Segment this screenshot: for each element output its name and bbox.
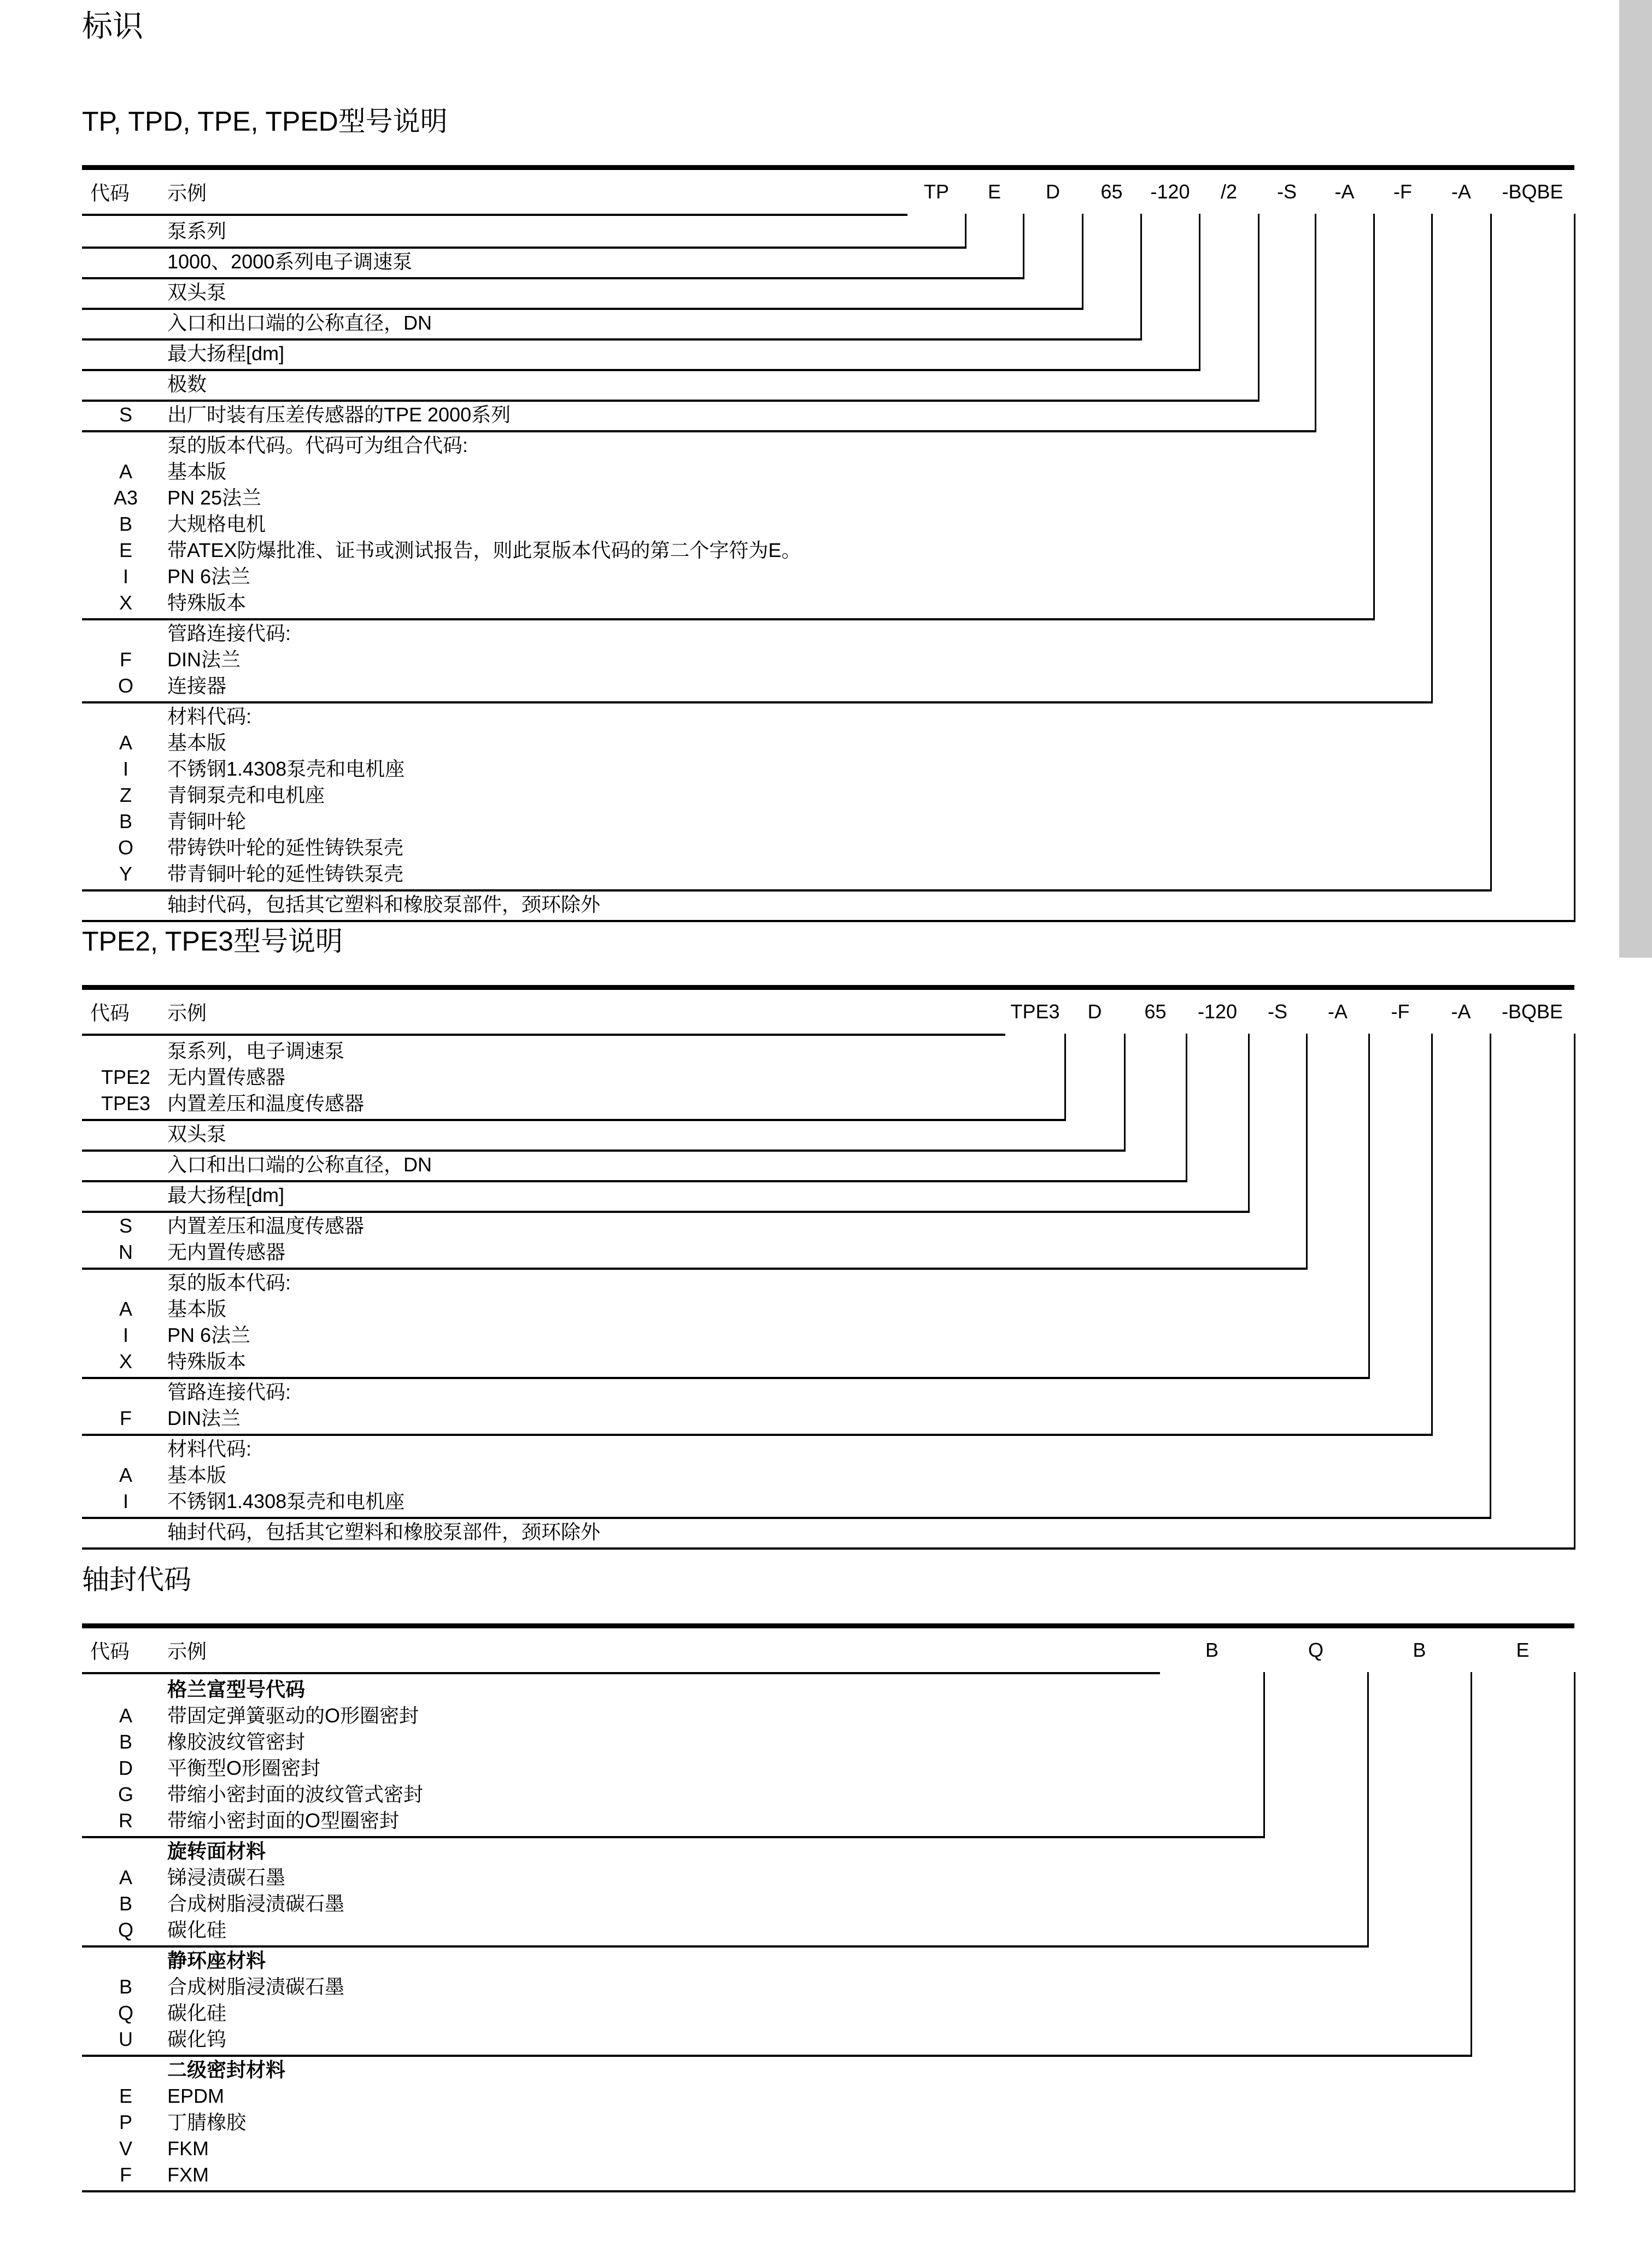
type-key-line <box>82 2026 1574 2052</box>
example-code: -A <box>1334 180 1355 203</box>
type-key-line <box>82 1917 1574 1943</box>
connector-line <box>1315 214 1316 432</box>
row-separator-rule <box>82 338 1141 341</box>
connector-line <box>1124 1034 1126 1152</box>
connector-line <box>965 214 966 249</box>
type-key-line <box>82 2136 1574 2162</box>
connector-line <box>1064 1034 1066 1121</box>
row-description: 青铜叶轮 <box>167 810 247 832</box>
connector-line <box>1082 214 1083 310</box>
row-code: A <box>119 1704 132 1727</box>
table-header-row <box>82 990 1574 1034</box>
row-description: 内置差压和温度传感器 <box>167 1215 365 1237</box>
row-separator-rule <box>82 1119 1065 1121</box>
type-key-line <box>82 1781 1574 1808</box>
row-code: A <box>119 1298 132 1320</box>
connector-line <box>1306 1034 1308 1270</box>
row-description: 基本版 <box>167 731 227 754</box>
type-key-line <box>82 1213 1574 1239</box>
connector-line <box>1574 214 1575 922</box>
example-code: B <box>1413 1639 1426 1661</box>
connector-line <box>1431 214 1433 703</box>
type-key-line <box>82 782 1574 808</box>
table-header-row <box>82 1628 1574 1672</box>
connector-line <box>1186 1034 1187 1182</box>
section-shaft-seal-code-key <box>82 1563 1574 2190</box>
type-key-line <box>82 1270 1574 1296</box>
section-tpe2-tpe3-type-key <box>82 925 1574 1547</box>
row-description: 双头泵 <box>167 1123 227 1145</box>
row-code: D <box>119 1757 133 1779</box>
type-key-line <box>82 1405 1574 1432</box>
type-key-line <box>82 673 1574 699</box>
connector-line <box>1258 214 1259 402</box>
header-separator-rule <box>82 1034 1005 1036</box>
row-description: 带铸铁叶轮的延性铸铁泵壳 <box>167 836 404 859</box>
row-description: 带固定弹簧驱动的O形圈密封 <box>167 1704 419 1727</box>
row-description: 极数 <box>167 373 207 395</box>
code-column-header: 代码 <box>90 181 130 204</box>
example-code: -S <box>1268 1000 1287 1023</box>
row-separator-rule <box>82 430 1315 432</box>
example-code: -A <box>1451 180 1471 203</box>
connector-line <box>1574 1672 1575 2192</box>
connector-line <box>1023 214 1024 279</box>
type-key-line <box>82 1064 1574 1090</box>
row-description: 材料代码: <box>167 705 252 728</box>
type-key-line <box>82 1462 1574 1488</box>
row-code: A <box>119 460 132 483</box>
type-key-row <box>82 1268 1574 1377</box>
type-key-row <box>82 889 1574 920</box>
type-key-line <box>82 1755 1574 1781</box>
row-description: 碳化硅 <box>167 2002 227 2024</box>
example-code: Q <box>1308 1639 1324 1661</box>
row-separator-rule <box>82 247 965 249</box>
row-code: F <box>120 1407 132 1429</box>
type-key-row <box>82 1180 1574 1211</box>
connector-line <box>1368 1034 1370 1379</box>
table-rows <box>82 1672 1574 2190</box>
row-description: 格兰富型号代码 <box>167 1678 306 1700</box>
row-description: 不锈钢1.4308泵壳和电机座 <box>167 1490 405 1512</box>
table-header-row <box>82 170 1574 214</box>
row-separator-rule <box>82 1434 1432 1436</box>
row-description: 锑浸渍碳石墨 <box>167 1866 286 1889</box>
connector-line <box>1431 1034 1433 1436</box>
row-separator-rule <box>82 701 1432 703</box>
row-code: Q <box>118 2002 133 2024</box>
row-separator-rule <box>82 1268 1307 1270</box>
type-key-line <box>82 1150 1574 1180</box>
row-code: B <box>119 513 132 535</box>
type-key-table <box>82 1623 1574 2190</box>
type-key-line <box>82 835 1574 861</box>
row-code: P <box>119 2111 132 2133</box>
type-key-line <box>82 338 1574 369</box>
row-description: 基本版 <box>167 1298 227 1320</box>
type-key-row <box>82 2055 1574 2190</box>
row-code: X <box>119 591 132 614</box>
type-key-row <box>82 618 1574 701</box>
row-description: 泵系列，电子调速泵 <box>167 1040 345 1062</box>
type-key-line <box>82 1864 1574 1891</box>
type-key-line <box>82 647 1574 673</box>
row-description: 出厂时装有压差传感器的TPE 2000系列 <box>167 403 511 426</box>
row-code: N <box>119 1241 133 1263</box>
row-description: 带缩小密封面的波纹管式密封 <box>167 1783 424 1805</box>
row-separator-rule <box>82 1180 1186 1182</box>
example-code: 65 <box>1144 1000 1167 1023</box>
type-key-line <box>82 1517 1574 1547</box>
row-description: 特殊版本 <box>167 1350 247 1373</box>
row-description: 管路连接代码: <box>167 622 291 644</box>
example-code: -120 <box>1197 1000 1238 1023</box>
row-description: 轴封代码，包括其它塑料和橡胶泵部件，颈环除外 <box>167 1521 601 1543</box>
type-key-line <box>82 2162 1574 2188</box>
type-key-row <box>82 1517 1574 1547</box>
type-key-row <box>82 1036 1574 1119</box>
connector-line <box>1490 1034 1491 1519</box>
type-key-row <box>82 400 1574 430</box>
row-description: FKM <box>167 2137 209 2160</box>
example-code: E <box>1516 1639 1530 1661</box>
row-description: 双头泵 <box>167 281 227 303</box>
type-key-line <box>82 1239 1574 1265</box>
row-code: A <box>119 1464 132 1486</box>
connector-line <box>1471 1672 1472 2057</box>
type-key-line <box>82 216 1574 247</box>
type-key-line <box>82 1703 1574 1729</box>
row-code: I <box>122 565 128 588</box>
type-key-line <box>82 1974 1574 2000</box>
row-code: B <box>119 1892 132 1915</box>
row-code: B <box>119 810 132 832</box>
example-code: D <box>1046 180 1060 203</box>
row-description: 无内置传感器 <box>167 1241 286 1263</box>
type-key-line <box>82 730 1574 756</box>
type-key-row <box>82 1836 1574 1945</box>
type-key-row <box>82 1119 1574 1150</box>
row-separator-rule <box>82 1377 1369 1379</box>
type-key-line <box>82 2083 1574 2109</box>
row-description: 最大扬程[dm] <box>167 1184 285 1206</box>
row-code: TPE2 <box>101 1066 151 1088</box>
section-tp-tpd-tpe-tped-type-key <box>82 105 1574 920</box>
row-code: O <box>118 836 133 859</box>
table-top-rule <box>82 165 1574 170</box>
row-description: 旋转面材料 <box>167 1840 266 1862</box>
header-separator-rule <box>82 214 907 216</box>
example-column-header: 示例 <box>167 181 207 204</box>
row-code: V <box>119 2137 132 2160</box>
type-key-line <box>82 2000 1574 2026</box>
row-separator-rule <box>82 889 1491 892</box>
table-bottom-rule <box>82 1547 1574 1550</box>
type-key-line <box>82 1948 1574 1974</box>
code-column-header: 代码 <box>90 1001 130 1024</box>
row-description: 最大扬程[dm] <box>167 342 285 365</box>
row-code: X <box>119 1350 132 1373</box>
connector-line <box>1373 214 1375 620</box>
row-description: 连接器 <box>167 675 227 697</box>
connector-line <box>1490 214 1492 892</box>
example-code: -BQBE <box>1501 1000 1563 1023</box>
row-code: F <box>120 2163 132 2186</box>
connector-line <box>1367 1672 1369 1948</box>
row-code: F <box>120 648 132 671</box>
example-code: TPE3 <box>1010 1000 1060 1023</box>
header-separator-rule <box>82 1672 1160 1674</box>
row-description: 橡胶波纹管密封 <box>167 1731 306 1753</box>
type-key-line <box>82 1488 1574 1515</box>
row-code: U <box>119 2028 133 2050</box>
row-description: PN 6法兰 <box>167 1324 251 1346</box>
row-description: 碳化硅 <box>167 1919 227 1941</box>
type-key-row <box>82 369 1574 400</box>
row-separator-rule <box>82 2055 1471 2057</box>
row-code: Y <box>119 863 132 885</box>
row-code: E <box>119 539 132 561</box>
type-key-line <box>82 2109 1574 2136</box>
table-top-rule <box>82 985 1574 990</box>
type-key-line <box>82 620 1574 647</box>
row-code: R <box>119 1809 133 1832</box>
row-description: 二级密封材料 <box>167 2059 286 2081</box>
type-key-line <box>82 808 1574 835</box>
type-key-line <box>82 511 1574 537</box>
row-description: 青铜泵壳和电机座 <box>167 784 325 806</box>
row-code: B <box>119 1975 132 1998</box>
row-description: 基本版 <box>167 1464 227 1486</box>
row-description: 带青铜叶轮的延性铸铁泵壳 <box>167 863 404 885</box>
type-key-row <box>82 277 1574 308</box>
row-description: 合成树脂浸渍碳石墨 <box>167 1892 345 1915</box>
connector-line <box>1199 214 1200 371</box>
row-separator-rule <box>82 308 1082 310</box>
row-description: 材料代码: <box>167 1438 252 1460</box>
type-key-line <box>82 1296 1574 1322</box>
type-key-line <box>82 459 1574 485</box>
type-key-line <box>82 703 1574 730</box>
row-description: 大规格电机 <box>167 513 266 535</box>
type-key-line <box>82 1322 1574 1348</box>
row-description: 带缩小密封面的O型圈密封 <box>167 1809 400 1832</box>
row-description: 丁腈橡胶 <box>167 2111 247 2133</box>
connector-line <box>1140 214 1142 341</box>
row-description: 内置差压和温度传感器 <box>167 1092 365 1115</box>
type-key-line <box>82 1891 1574 1917</box>
type-key-line <box>82 1119 1574 1150</box>
row-separator-rule <box>82 277 1023 279</box>
type-key-line <box>82 277 1574 308</box>
type-key-line <box>82 537 1574 564</box>
row-description: PN 6法兰 <box>167 565 251 588</box>
example-column-header: 示例 <box>167 1640 207 1663</box>
row-description: 平衡型O形圈密封 <box>167 1757 321 1779</box>
type-key-line <box>82 2057 1574 2083</box>
type-key-line <box>82 590 1574 616</box>
type-key-line <box>82 400 1574 430</box>
table-bottom-rule <box>82 2190 1574 2192</box>
type-key-line <box>82 1348 1574 1375</box>
row-code: I <box>122 1490 128 1512</box>
type-key-line <box>82 1838 1574 1864</box>
row-description: DIN法兰 <box>167 1407 241 1429</box>
example-code: -A <box>1328 1000 1348 1023</box>
type-key-row <box>82 247 1574 277</box>
row-code: I <box>122 1324 128 1346</box>
row-code: Q <box>118 1919 133 1941</box>
row-separator-rule <box>82 369 1199 371</box>
row-description: 无内置传感器 <box>167 1066 286 1088</box>
row-code: Z <box>120 784 132 806</box>
row-separator-rule <box>82 1150 1124 1152</box>
page-title: 标识 <box>82 9 143 43</box>
type-key-row <box>82 338 1574 369</box>
row-description: 合成树脂浸渍碳石墨 <box>167 1975 345 1998</box>
type-key-row <box>82 308 1574 338</box>
row-description: 入口和出口端的公称直径，DN <box>167 1153 432 1176</box>
row-separator-rule <box>82 1836 1264 1838</box>
table-rows <box>82 214 1574 920</box>
row-code: B <box>119 1731 132 1753</box>
code-column-header: 代码 <box>90 1640 130 1663</box>
table-rows <box>82 1034 1574 1547</box>
type-key-table <box>82 985 1574 1547</box>
example-code: -S <box>1277 180 1297 203</box>
type-key-line <box>82 564 1574 590</box>
type-key-line <box>82 1379 1574 1405</box>
row-separator-rule <box>82 618 1374 620</box>
type-key-line <box>82 1090 1574 1117</box>
row-code: S <box>119 403 132 426</box>
type-key-line <box>82 485 1574 511</box>
type-key-line <box>82 1436 1574 1462</box>
example-code: E <box>987 180 1001 203</box>
row-description: 泵的版本代码。代码可为组合代码: <box>167 434 468 456</box>
row-code: A3 <box>113 486 138 509</box>
row-description: 管路连接代码: <box>167 1381 291 1403</box>
type-key-line <box>82 369 1574 400</box>
example-code: -A <box>1451 1000 1471 1023</box>
row-code: G <box>118 1783 133 1805</box>
type-key-line <box>82 308 1574 338</box>
example-code: TP <box>923 180 950 203</box>
row-description: PN 25法兰 <box>167 486 262 509</box>
row-description: FXM <box>167 2163 209 2186</box>
row-description: 入口和出口端的公称直径，DN <box>167 312 432 334</box>
row-description: 轴封代码，包括其它塑料和橡胶泵部件，颈环除外 <box>167 893 601 916</box>
connector-line <box>1248 1034 1250 1213</box>
section-title: TPE2, TPE3型号说明 <box>82 926 343 957</box>
type-key-row <box>82 430 1574 618</box>
type-key-row <box>82 1945 1574 2055</box>
row-code: A <box>119 1866 132 1889</box>
row-code: E <box>119 2085 132 2107</box>
section-title: TP, TPD, TPE, TPED型号说明 <box>82 106 448 137</box>
type-key-line <box>82 1038 1574 1064</box>
section-title: 轴封代码 <box>82 1564 191 1595</box>
row-description: 1000、2000系列电子调速泵 <box>167 250 413 273</box>
type-key-line <box>82 889 1574 920</box>
row-code: TPE3 <box>101 1092 151 1115</box>
type-key-row <box>82 701 1574 889</box>
row-code: I <box>122 758 128 780</box>
connector-line <box>1574 1034 1575 1550</box>
type-key-line <box>82 1808 1574 1834</box>
row-description: 碳化钨 <box>167 2028 227 2050</box>
example-column-header: 示例 <box>167 1001 207 1024</box>
row-description: 特殊版本 <box>167 591 247 614</box>
type-key-line <box>82 1180 1574 1211</box>
row-description: 泵系列 <box>167 220 227 242</box>
example-code: D <box>1087 1000 1102 1023</box>
type-key-row <box>82 1211 1574 1268</box>
row-separator-rule <box>82 1211 1249 1213</box>
example-code: B <box>1205 1639 1219 1661</box>
row-separator-rule <box>82 400 1258 402</box>
example-code: /2 <box>1220 180 1238 203</box>
example-code: 65 <box>1100 180 1123 203</box>
row-description: EPDM <box>167 2085 225 2107</box>
type-key-row <box>82 216 1574 247</box>
table-bottom-rule <box>82 920 1574 922</box>
type-key-table <box>82 165 1574 920</box>
row-description: 静环座材料 <box>167 1949 266 1972</box>
type-key-row <box>82 1434 1574 1517</box>
connector-line <box>1263 1672 1265 1838</box>
row-code: A <box>119 731 132 754</box>
type-key-line <box>82 861 1574 887</box>
row-description: 不锈钢1.4308泵壳和电机座 <box>167 758 405 780</box>
type-key-line <box>82 247 1574 277</box>
type-key-line <box>82 432 1574 459</box>
row-description: DIN法兰 <box>167 648 241 671</box>
example-code: -F <box>1391 1000 1410 1023</box>
type-key-line <box>82 756 1574 782</box>
type-key-row <box>82 1150 1574 1180</box>
example-code: -BQBE <box>1502 180 1563 203</box>
type-key-row <box>82 1377 1574 1434</box>
type-key-line <box>82 1676 1574 1703</box>
row-separator-rule <box>82 1517 1490 1519</box>
row-description: 带ATEX防爆批准、证书或测试报告，则此泵版本代码的第二个字符为E。 <box>167 539 801 561</box>
type-key-line <box>82 1729 1574 1755</box>
type-key-row <box>82 1674 1574 1836</box>
row-description: 泵的版本代码: <box>167 1271 291 1294</box>
example-code: -120 <box>1150 180 1190 203</box>
row-description: 基本版 <box>167 460 227 483</box>
row-code: O <box>118 675 133 697</box>
table-top-rule <box>82 1623 1574 1628</box>
page-edge-tab <box>1619 0 1652 958</box>
row-code: S <box>119 1215 132 1237</box>
example-code: -F <box>1393 180 1412 203</box>
row-separator-rule <box>82 1945 1368 1948</box>
